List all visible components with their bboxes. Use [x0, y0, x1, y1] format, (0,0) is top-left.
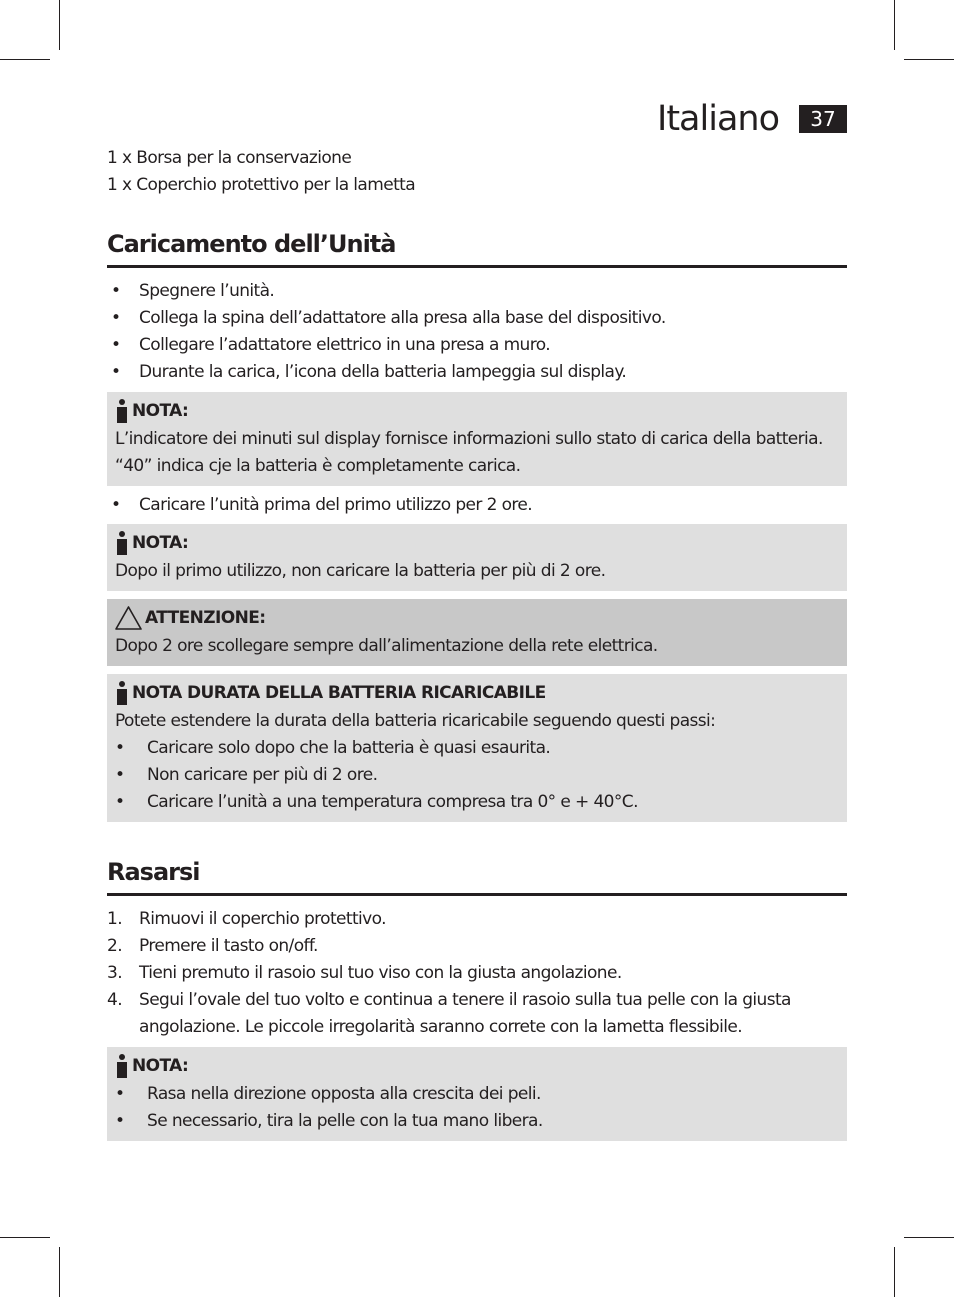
page-content: [107, 145, 847, 1141]
list-item: 4. Segui l’ovale del tuo volto e continua a tenere il rasoio sulla tua pelle con la giusta angolazione. Le piccole irregolarità saranno correte con la lametta flessibile.: [107, 990, 791, 1037]
list-item: • Caricare l’unità prima del primo utilizzo per 2 ore.: [111, 495, 533, 515]
list-item: • Se necessario, tira la pelle con la tua mano libera.: [115, 1111, 543, 1131]
charging-steps-2: [107, 492, 847, 519]
note-title: NOTA:: [132, 401, 189, 421]
info-icon: [115, 681, 129, 705]
crop-mark: [59, 0, 60, 50]
warning-triangle-icon: [115, 606, 142, 630]
list-item: • Rasa nella direzione opposta alla crescita dei peli.: [115, 1084, 541, 1104]
note-box: [107, 524, 847, 591]
info-icon: [115, 531, 129, 555]
section-divider: [107, 265, 847, 268]
note-text: Dopo il primo utilizzo, non caricare la batteria per più di 2 ore.: [115, 561, 606, 581]
section-title: Caricamento dell’Unità: [107, 230, 396, 258]
list-item: • Caricare solo dopo che la batteria è quasi esaurita.: [115, 738, 551, 758]
note-text: L’indicatore dei minuti sul display fornisce informazioni sullo stato di carica della batteria.: [115, 429, 823, 449]
shaving-section: [107, 856, 847, 1141]
info-icon: [115, 1054, 129, 1078]
crop-mark: [904, 1237, 954, 1238]
note-text: “40” indica cje la batteria è completamente carica.: [115, 456, 521, 476]
warning-box: [107, 599, 847, 666]
section-divider: [107, 893, 847, 896]
list-item: • Spegnere l’unità.: [111, 281, 275, 301]
package-contents: [107, 145, 847, 199]
language-title: Italiano: [657, 99, 779, 139]
list-item: 3. Tieni premuto il rasoio sul tuo viso con la giusta angolazione.: [107, 963, 622, 983]
charging-steps: [107, 278, 847, 386]
list-item: • Non caricare per più di 2 ore.: [115, 765, 378, 785]
shaving-steps: [107, 906, 847, 1041]
crop-mark: [894, 1247, 895, 1297]
section-title: Rasarsi: [107, 858, 200, 886]
info-icon: [115, 399, 129, 423]
list-item: • Caricare l’unità a una temperatura compresa tra 0° e + 40°C.: [115, 792, 638, 812]
list-item: • Durante la carica, l’icona della batteria lampeggia sul display.: [111, 362, 627, 382]
contents-item: 1 x Coperchio protettivo per la lametta: [107, 175, 416, 195]
list-item: • Collega la spina dell’adattatore alla presa alla base del dispositivo.: [111, 308, 666, 328]
note-text: Potete estendere la durata della batteria ricaricabile seguendo questi passi:: [115, 711, 716, 731]
note-title: NOTA DURATA DELLA BATTERIA RICARICABILE: [132, 683, 546, 703]
page-header: [657, 98, 847, 140]
crop-mark: [59, 1247, 60, 1297]
crop-mark: [894, 0, 895, 50]
battery-note-box: [107, 674, 847, 822]
page-number: 37: [799, 105, 847, 133]
warning-text: Dopo 2 ore scollegare sempre dall’alimentazione della rete elettrica.: [115, 636, 658, 656]
list-item: 2. Premere il tasto on/off.: [107, 936, 318, 956]
charging-section: [107, 228, 847, 822]
note-title: NOTA:: [132, 1056, 189, 1076]
battery-tips: [107, 735, 839, 816]
contents-item: 1 x Borsa per la conservazione: [107, 148, 352, 168]
crop-mark: [0, 59, 50, 60]
list-item: • Collegare l’adattatore elettrico in una presa a muro.: [111, 335, 551, 355]
note-box: [107, 392, 847, 486]
note-title: NOTA:: [132, 533, 189, 553]
crop-mark: [904, 59, 954, 60]
list-item: 1. Rimuovi il coperchio protettivo.: [107, 909, 386, 929]
crop-mark: [0, 1237, 50, 1238]
note-box: [107, 1047, 847, 1141]
warning-title: ATTENZIONE:: [145, 608, 266, 628]
shaving-tips: [107, 1081, 839, 1135]
